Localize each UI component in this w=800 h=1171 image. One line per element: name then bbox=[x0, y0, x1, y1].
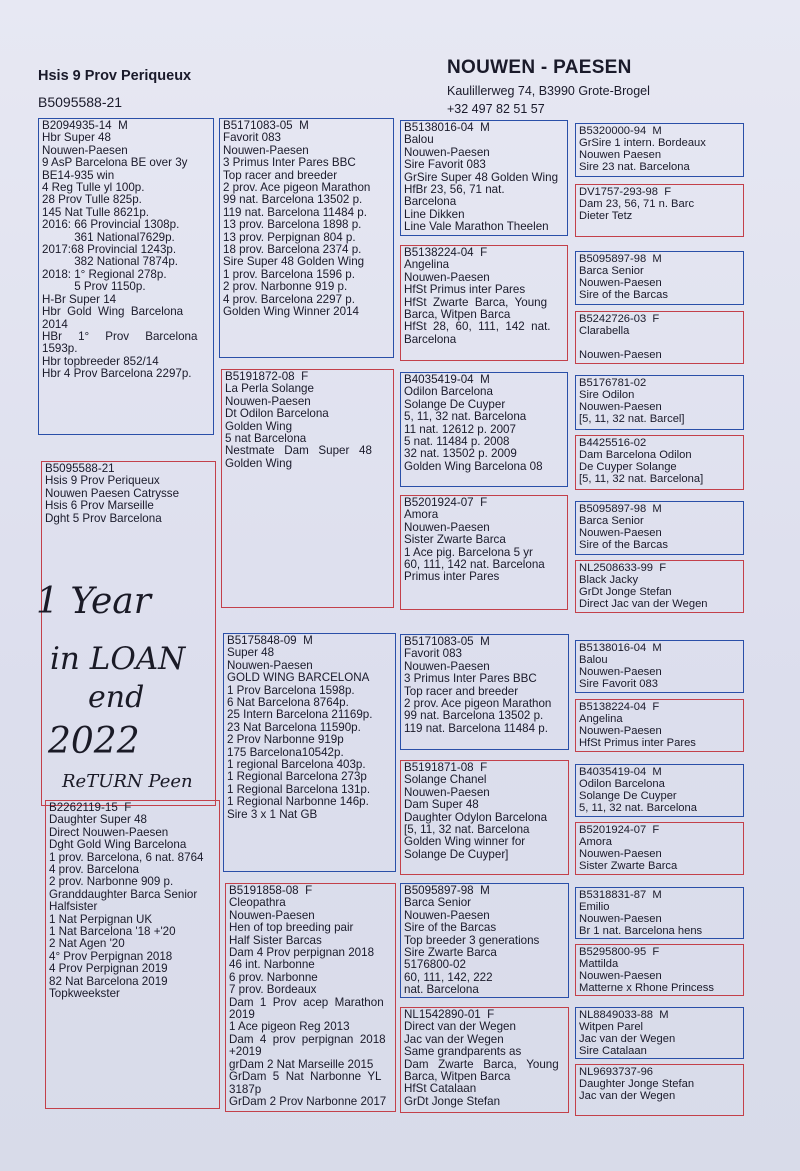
pedigree-line: Dam 4 Prov perpignan 2018 bbox=[229, 946, 375, 960]
pedigree-line: 4 Reg Tulle yl 100p. bbox=[42, 181, 145, 195]
pedigree-line: Matterne x Rhone Princess bbox=[579, 982, 714, 995]
pedigree-line: +2019 bbox=[229, 1045, 262, 1059]
gen2-box-dam-sire bbox=[223, 633, 396, 872]
pedigree-line: 5, 11, 32 nat. Barcelona bbox=[579, 802, 697, 815]
gen3-box-7 bbox=[400, 883, 569, 998]
pedigree-line: Golden Wing winner for bbox=[404, 835, 526, 849]
pedigree-line: Barca Senior bbox=[579, 515, 644, 528]
pedigree-line: HBr 1° Prov Barcelona bbox=[42, 329, 198, 343]
gen2-box-sire-sire bbox=[219, 118, 394, 358]
loft-address: Kaulillerweg 74, B3990 Grote-Brogel bbox=[447, 84, 650, 98]
pedigree-line: Barcelona bbox=[404, 195, 457, 209]
pedigree-line: Dieter Tetz bbox=[579, 210, 633, 223]
gen4-box-13 bbox=[575, 887, 744, 939]
ring-number: B5095897-98 M bbox=[579, 503, 662, 515]
pedigree-line: Dam Zwarte Barca, Young bbox=[404, 1057, 559, 1071]
pedigree-line: Solange Chanel bbox=[404, 773, 487, 787]
pedigree-line: 5 nat Barcelona bbox=[225, 432, 307, 446]
pedigree-line: Dam Barcelona Odilon bbox=[579, 449, 692, 462]
handwriting-line-3: end bbox=[88, 680, 145, 715]
pedigree-line: Golden Wing bbox=[225, 419, 293, 433]
pedigree-line: nat. Barcelona bbox=[404, 983, 479, 997]
pedigree-line: Hen of top breeding pair bbox=[229, 921, 354, 935]
pedigree-line: 1 Ace pigeon Reg 2013 bbox=[229, 1020, 350, 1034]
pedigree-line: Jac van der Wegen bbox=[404, 1032, 504, 1046]
pedigree-line: GrDt Jonge Stefan bbox=[404, 1094, 501, 1108]
pedigree-line: Sire of the Barcas bbox=[579, 539, 668, 552]
pedigree-line: 2017:68 Provincial 1243p. bbox=[42, 243, 177, 257]
pedigree-line: 2018: 1° Regional 278p. bbox=[42, 267, 167, 281]
pedigree-line: 4 Prov Perpignan 2019 bbox=[49, 962, 168, 976]
pedigree-line: La Perla Solange bbox=[225, 382, 314, 396]
pedigree-line: 145 Nat Tulle 8621p. bbox=[42, 205, 149, 219]
pedigree-line: Br 1 nat. Barcelona hens bbox=[579, 925, 703, 938]
pedigree-line: 1 Nat Perpignan UK bbox=[49, 912, 153, 926]
handwriting-line-1: 1 Year bbox=[36, 581, 151, 622]
ring-number: B5295800-95 F bbox=[579, 946, 660, 958]
pedigree-line: Hsis 6 Prov Marseille bbox=[45, 499, 154, 513]
ring-number: B5191858-08 F bbox=[229, 884, 313, 897]
pedigree-line: Barca Senior bbox=[579, 265, 644, 278]
pedigree-line: 119 nat. Barcelona 11484 p. bbox=[223, 205, 367, 219]
gen3-box-8 bbox=[400, 1007, 569, 1113]
pedigree-line: [5, 11, 32 nat. Barcelona bbox=[404, 823, 530, 837]
pedigree-line: 361 National7629p. bbox=[42, 230, 175, 244]
pedigree-line: Hbr topbreeder 852/14 bbox=[42, 354, 159, 368]
pedigree-line: 9 AsP Barcelona BE over 3y bbox=[42, 156, 188, 170]
pedigree-line: Cleopathra bbox=[229, 896, 286, 910]
pedigree-line: Emilio bbox=[579, 901, 610, 914]
pedigree-line: GrSire Super 48 Golden Wing bbox=[404, 170, 559, 184]
pedigree-line: Sire Odilon bbox=[579, 389, 635, 402]
pedigree-line: GrDt Jonge Stefan bbox=[579, 586, 672, 599]
pedigree-line: 7 prov. Bordeaux bbox=[229, 983, 317, 997]
pedigree-line: Nouwen-Paesen bbox=[404, 145, 490, 159]
pedigree-line: Nouwen-Paesen bbox=[579, 913, 662, 926]
pedigree-line: GOLD WING BARCELONA bbox=[227, 671, 370, 685]
ring-number: B5095897-98 M bbox=[404, 884, 490, 897]
gen4-box-6 bbox=[575, 435, 744, 490]
pedigree-line: Golden Wing Winner 2014 bbox=[223, 305, 359, 319]
gen4-box-16 bbox=[575, 1064, 744, 1116]
pedigree-line: Direct Nouwen-Paesen bbox=[49, 825, 169, 839]
pedigree-line: Super 48 bbox=[227, 646, 275, 660]
pedigree-line: Nouwen Paesen Catrysse bbox=[45, 486, 180, 500]
pedigree-line: Solange De Cuyper] bbox=[404, 847, 509, 861]
pedigree-line: 32 nat. 13502 p. 2009 bbox=[404, 447, 517, 461]
pedigree-line: Hbr 4 Prov Barcelona 2297p. bbox=[42, 367, 192, 381]
pedigree-line: Hbr Gold Wing Barcelona bbox=[42, 305, 184, 319]
pedigree-line: 2 prov. Ace pigeon Marathon bbox=[223, 181, 371, 195]
pedigree-line: Sire Zwarte Barca bbox=[404, 946, 497, 960]
pedigree-line: Jac van der Wegen bbox=[579, 1090, 676, 1103]
pedigree-line: Nouwen-Paesen bbox=[404, 908, 490, 922]
pedigree-line: Dght Gold Wing Barcelona bbox=[49, 838, 187, 852]
pedigree-line: 2014 bbox=[42, 317, 68, 331]
ring-number: B5138224-04 F bbox=[579, 701, 660, 713]
pedigree-line: Halfsister bbox=[49, 900, 98, 914]
ring-number: B4035419-04 M bbox=[404, 373, 490, 386]
pigeon-ring-number: B5095588-21 bbox=[38, 94, 123, 110]
gen4-box-2 bbox=[575, 184, 744, 237]
pedigree-line: Primus inter Pares bbox=[404, 570, 500, 584]
pedigree-line: Nouwen-Paesen bbox=[579, 666, 662, 679]
ring-number: NL8849033-88 M bbox=[579, 1009, 669, 1021]
pedigree-line: 1 Ace pig. Barcelona 5 yr bbox=[404, 545, 533, 559]
ring-number: B5138016-04 M bbox=[579, 642, 662, 654]
gen4-box-9 bbox=[575, 640, 744, 693]
pedigree-line: Witpen Parel bbox=[579, 1021, 644, 1034]
gen2-box-dam-dam bbox=[225, 883, 396, 1112]
pedigree-line: Sire Favorit 083 bbox=[404, 158, 486, 172]
ring-number: B5138224-04 F bbox=[404, 246, 488, 259]
ring-number: B5095588-21 bbox=[45, 462, 115, 475]
pedigree-line: Half Sister Barcas bbox=[229, 933, 322, 947]
pedigree-line: Nouwen-Paesen bbox=[579, 970, 662, 983]
ring-number: B5318831-87 M bbox=[579, 889, 662, 901]
dam-box bbox=[45, 800, 220, 1109]
pedigree-line: Jac van der Wegen bbox=[579, 1033, 676, 1046]
pedigree-line: Nestmate Dam Super 48 bbox=[225, 444, 372, 458]
pedigree-line: Top racer and breeder bbox=[223, 168, 338, 182]
pedigree-line: HfBr 23, 56, 71 nat. bbox=[404, 183, 505, 197]
gen4-box-12 bbox=[575, 822, 744, 875]
ring-number: B5201924-07 F bbox=[404, 496, 488, 509]
pedigree-line: Nouwen-Paesen bbox=[404, 785, 490, 799]
pedigree-line: Nouwen-Paesen bbox=[579, 848, 662, 861]
pedigree-line: 2 prov. Narbonne 909 p. bbox=[49, 875, 174, 889]
pedigree-line: 1 Prov Barcelona 1598p. bbox=[227, 683, 355, 697]
ring-number: B5176781-02 bbox=[579, 377, 647, 389]
ring-number: B2094935-14 M bbox=[42, 119, 128, 132]
pedigree-line: 5, 11, 32 nat. Barcelona bbox=[404, 410, 527, 424]
pedigree-line: Amora bbox=[404, 508, 439, 522]
pedigree-line: 382 National 7874p. bbox=[42, 255, 178, 269]
pedigree-line: 1593p. bbox=[42, 342, 78, 356]
pedigree-line: Solange De Cuyper bbox=[579, 790, 677, 803]
pedigree-line: Angelina bbox=[404, 258, 450, 272]
pedigree-line: 2 Nat Agen '20 bbox=[49, 937, 125, 951]
pedigree-line: Sire 3 x 1 Nat GB bbox=[227, 807, 318, 821]
pedigree-line: HfSt Primus inter Pares bbox=[579, 737, 696, 750]
ring-number: B2262119-15 F bbox=[49, 801, 132, 814]
pedigree-line: grDam 2 Nat Marseille 2015 bbox=[229, 1057, 374, 1071]
pedigree-line: HfSt Zwarte Barca, Young bbox=[404, 295, 548, 309]
pedigree-line: Black Jacky bbox=[579, 574, 639, 587]
gen4-box-1 bbox=[575, 123, 744, 177]
pedigree-line: Golden Wing Barcelona 08 bbox=[404, 459, 543, 473]
pedigree-line: 2 prov. Ace pigeon Marathon bbox=[404, 697, 552, 711]
pedigree-line: 11 nat. 12612 p. 2007 bbox=[404, 422, 516, 436]
pedigree-line: De Cuyper Solange bbox=[579, 461, 677, 474]
pedigree-line: Top breeder 3 generations bbox=[404, 933, 540, 947]
handwriting-line-5: ReTURN Peen bbox=[62, 771, 193, 792]
ring-number: B4035419-04 M bbox=[579, 766, 662, 778]
pedigree-line: Sire of the Barcas bbox=[579, 289, 668, 302]
gen4-box-5 bbox=[575, 375, 744, 430]
pedigree-line: Nouwen-Paesen bbox=[579, 401, 662, 414]
pedigree-line: 2016: 66 Provincial 1308p. bbox=[42, 218, 180, 232]
pedigree-line: Barca, Witpen Barca bbox=[404, 308, 511, 322]
pedigree-line: Hsis 9 Prov Periqueux bbox=[45, 474, 160, 488]
pedigree-line: Sire of the Barcas bbox=[404, 921, 497, 935]
pedigree-line: [5, 11, 32 nat. Barcel] bbox=[579, 413, 685, 426]
pedigree-line: 3187p bbox=[229, 1082, 262, 1096]
pedigree-line: Angelina bbox=[579, 713, 623, 726]
pedigree-line: HfSt Catalaan bbox=[404, 1082, 477, 1096]
pedigree-line: Top racer and breeder bbox=[404, 684, 519, 698]
ring-number: NL2508633-99 F bbox=[579, 562, 667, 574]
pedigree-line: 2 prov. Narbonne 919 p. bbox=[223, 280, 348, 294]
gen4-box-14 bbox=[575, 944, 744, 996]
gen3-box-5 bbox=[400, 634, 569, 750]
pedigree-line: GrDam 2 Prov Narbonne 2017 bbox=[229, 1094, 387, 1108]
gen4-box-10 bbox=[575, 699, 744, 752]
pedigree-line: 99 nat. Barcelona 13502 p. bbox=[223, 193, 363, 207]
pedigree-line: Sire Favorit 083 bbox=[579, 678, 658, 691]
pedigree-line: 60, 111, 142 nat. Barcelona bbox=[404, 558, 545, 572]
pedigree-line: Daughter Jonge Stefan bbox=[579, 1078, 695, 1091]
gen3-box-4 bbox=[400, 495, 568, 610]
pedigree-line: Nouwen Paesen bbox=[579, 149, 662, 162]
pedigree-line: Dght 5 Prov Barcelona bbox=[45, 511, 162, 525]
pedigree-line: 13 prov. Barcelona 1898 p. bbox=[223, 218, 362, 232]
pedigree-line: 1 prov. Barcelona 1596 p. bbox=[223, 267, 355, 281]
gen3-box-6 bbox=[400, 760, 569, 875]
pedigree-line: H-Br Super 14 bbox=[42, 292, 117, 306]
ring-number: B5171083-05 M bbox=[223, 119, 309, 132]
pedigree-line: GrSire 1 intern. Bordeaux bbox=[579, 137, 706, 150]
pedigree-line: Balou bbox=[579, 654, 608, 667]
pedigree-line: [5, 11, 32 nat. Barcelona] bbox=[579, 473, 704, 486]
pedigree-line: 2019 bbox=[229, 1008, 255, 1022]
gen4-box-11 bbox=[575, 764, 744, 817]
pedigree-line: Topkweekster bbox=[49, 987, 120, 1001]
pedigree-line: Nouwen-Paesen bbox=[579, 725, 662, 738]
pedigree-line: 1 Regional Barcelona 273p bbox=[227, 770, 367, 784]
gen3-box-3 bbox=[400, 372, 568, 487]
ring-number: B5171083-05 M bbox=[404, 635, 490, 648]
pedigree-line: BE14-935 win bbox=[42, 168, 115, 182]
gen4-box-4 bbox=[575, 311, 744, 364]
gen3-box-1 bbox=[400, 120, 568, 236]
pedigree-line: 5 Prov 1150p. bbox=[42, 280, 146, 294]
pedigree-line: Barca Senior bbox=[404, 896, 472, 910]
gen4-box-3 bbox=[575, 251, 744, 305]
pedigree-line: Nouwen-Paesen bbox=[227, 658, 313, 672]
pedigree-line bbox=[579, 337, 740, 349]
pedigree-line: Mattilda bbox=[579, 958, 619, 971]
pedigree-line: Sister Zwarte Barca bbox=[579, 860, 678, 873]
pedigree-line: Line Vale Marathon Theelen bbox=[404, 220, 549, 234]
loft-name: NOUWEN - PAESEN bbox=[447, 57, 632, 78]
ring-number: B5138016-04 M bbox=[404, 121, 490, 134]
pedigree-line: Dam 1 Prov acep Marathon bbox=[229, 995, 384, 1009]
pedigree-line: Nouwen-Paesen bbox=[225, 394, 311, 408]
pedigree-line: 99 nat. Barcelona 13502 p. bbox=[404, 709, 544, 723]
handwriting-line-2: in LOAN bbox=[50, 641, 186, 677]
pedigree-line: Line Dikken bbox=[404, 207, 465, 221]
pedigree-line: Amora bbox=[579, 836, 612, 849]
pedigree-line: Favorit 083 bbox=[223, 131, 281, 145]
pedigree-line: 1 prov. Barcelona, 6 nat. 8764 bbox=[49, 850, 204, 864]
gen4-box-15 bbox=[575, 1007, 744, 1059]
pedigree-line: Nouwen-Paesen bbox=[42, 143, 128, 157]
pedigree-line: Barca, Witpen Barca bbox=[404, 1070, 511, 1084]
pedigree-line: 5176800-02 bbox=[404, 958, 466, 972]
pedigree-line: 25 Intern Barcelona 21169p. bbox=[227, 708, 373, 722]
pedigree-line: Dam 23, 56, 71 n. Barc bbox=[579, 198, 695, 211]
pedigree-line: 1 Nat Barcelona '18 +'20 bbox=[49, 925, 176, 939]
pedigree-line: 3 Primus Inter Pares BBC bbox=[404, 672, 537, 686]
pedigree-line: 1 regional Barcelona 403p. bbox=[227, 758, 366, 772]
pedigree-line: 82 Nat Barcelona 2019 bbox=[49, 974, 168, 988]
pedigree-line: Favorit 083 bbox=[404, 647, 462, 661]
pedigree-line: Hbr Super 48 bbox=[42, 131, 111, 145]
ring-number: NL9693737-96 bbox=[579, 1066, 654, 1078]
pedigree-line: Odilon Barcelona bbox=[404, 385, 493, 399]
gen3-box-2 bbox=[400, 245, 568, 361]
pedigree-line: Sire 23 nat. Barcelona bbox=[579, 161, 690, 174]
ring-number: B4425516-02 bbox=[579, 437, 647, 449]
ring-number: DV1757-293-98 F bbox=[579, 186, 672, 198]
pedigree-line: HfSt 28, 60, 111, 142 nat. bbox=[404, 320, 551, 334]
pedigree-line: Same grandparents as bbox=[404, 1045, 522, 1059]
pedigree-line: Nouwen-Paesen bbox=[229, 908, 315, 922]
gen4-box-8 bbox=[575, 560, 744, 613]
pedigree-line: 4° Prov Perpignan 2018 bbox=[49, 949, 173, 963]
pedigree-line: Dam Super 48 bbox=[404, 798, 479, 812]
pedigree-line: 60, 111, 142, 222 bbox=[404, 970, 493, 984]
pedigree-line: Daughter Super 48 bbox=[49, 813, 147, 827]
pedigree-line: Nouwen-Paesen bbox=[579, 349, 662, 362]
pedigree-line: Sire Super 48 Golden Wing bbox=[223, 255, 365, 269]
pedigree-line: Direct Jac van der Wegen bbox=[579, 598, 708, 611]
pedigree-line: Clarabella bbox=[579, 325, 630, 338]
ring-number: B5191872-08 F bbox=[225, 370, 309, 383]
pedigree-line: Nouwen-Paesen bbox=[404, 659, 490, 673]
pedigree-line: Barcelona bbox=[404, 332, 457, 346]
pedigree-line: 3 Primus Inter Pares BBC bbox=[223, 156, 356, 170]
loft-phone: +32 497 82 51 57 bbox=[447, 102, 545, 116]
gen2-box-sire-dam bbox=[221, 369, 394, 608]
ring-number: B5242726-03 F bbox=[579, 313, 660, 325]
pedigree-line: 13 prov. Perpignan 804 p. bbox=[223, 230, 356, 244]
pedigree-line: Sister Zwarte Barca bbox=[404, 533, 506, 547]
pedigree-line: 5 nat. 11484 p. 2008 bbox=[404, 435, 510, 449]
pigeon-name-title: Hsis 9 Prov Periqueux bbox=[38, 68, 192, 84]
pedigree-line: 4 prov. Barcelona bbox=[49, 863, 140, 877]
pedigree-line: HfSt Primus inter Pares bbox=[404, 283, 526, 297]
pedigree-line: 1 Regional Narbonne 146p. bbox=[227, 795, 369, 809]
pedigree-line: 46 int. Narbonne bbox=[229, 958, 315, 972]
pedigree-line: 6 prov. Narbonne bbox=[229, 970, 318, 984]
pedigree-line: 119 nat. Barcelona 11484 p. bbox=[404, 721, 548, 735]
ring-number: NL1542890-01 F bbox=[404, 1008, 495, 1021]
handwritten-loan-note bbox=[30, 565, 230, 805]
pedigree-line: Dt Odilon Barcelona bbox=[225, 407, 329, 421]
pedigree-line: GrDam 5 Nat Narbonne YL bbox=[229, 1070, 382, 1084]
pedigree-line: Direct van der Wegen bbox=[404, 1020, 516, 1034]
pedigree-line: Dam 4 prov perpignan 2018 bbox=[229, 1032, 386, 1046]
pedigree-line: 6 Nat Barcelona 8764p. bbox=[227, 696, 349, 710]
pedigree-line: Nouwen-Paesen bbox=[404, 270, 490, 284]
pedigree-line: 18 prov. Barcelona 2374 p. bbox=[223, 243, 362, 257]
pedigree-line: Odilon Barcelona bbox=[579, 778, 665, 791]
pedigree-line: Nouwen-Paesen bbox=[579, 527, 662, 540]
pedigree-line: Nouwen-Paesen bbox=[223, 143, 309, 157]
pedigree-line: 1 Regional Barcelona 131p. bbox=[227, 782, 371, 796]
pedigree-line: Nouwen-Paesen bbox=[404, 520, 490, 534]
ring-number: B5320000-94 M bbox=[579, 125, 662, 137]
sire-box bbox=[38, 118, 214, 435]
ring-number: B5095897-98 M bbox=[579, 253, 662, 265]
pedigree-line: 4 prov. Barcelona 2297 p. bbox=[223, 292, 355, 306]
ring-number: B5191871-08 F bbox=[404, 761, 488, 774]
pedigree-line: Solange De Cuyper bbox=[404, 397, 506, 411]
pedigree-line: 23 Nat Barcelona 11590p. bbox=[227, 720, 361, 734]
pedigree-line: Granddaughter Barca Senior bbox=[49, 887, 198, 901]
handwriting-line-4: 2022 bbox=[48, 721, 140, 762]
pedigree-line: 2 Prov Narbonne 919p bbox=[227, 733, 344, 747]
pedigree-line: 175 Barcelona10542p. bbox=[227, 745, 344, 759]
ring-number: B5201924-07 F bbox=[579, 824, 660, 836]
gen4-box-7 bbox=[575, 501, 744, 555]
ring-number: B5175848-09 M bbox=[227, 634, 313, 647]
pedigree-line: Golden Wing bbox=[225, 456, 293, 470]
pedigree-line: 28 Prov Tulle 825p. bbox=[42, 193, 142, 207]
pedigree-line: Sire Catalaan bbox=[579, 1045, 647, 1058]
pedigree-line: Balou bbox=[404, 133, 434, 147]
pedigree-line: Nouwen-Paesen bbox=[579, 277, 662, 290]
pedigree-line: Daughter Odylon Barcelona bbox=[404, 810, 548, 824]
